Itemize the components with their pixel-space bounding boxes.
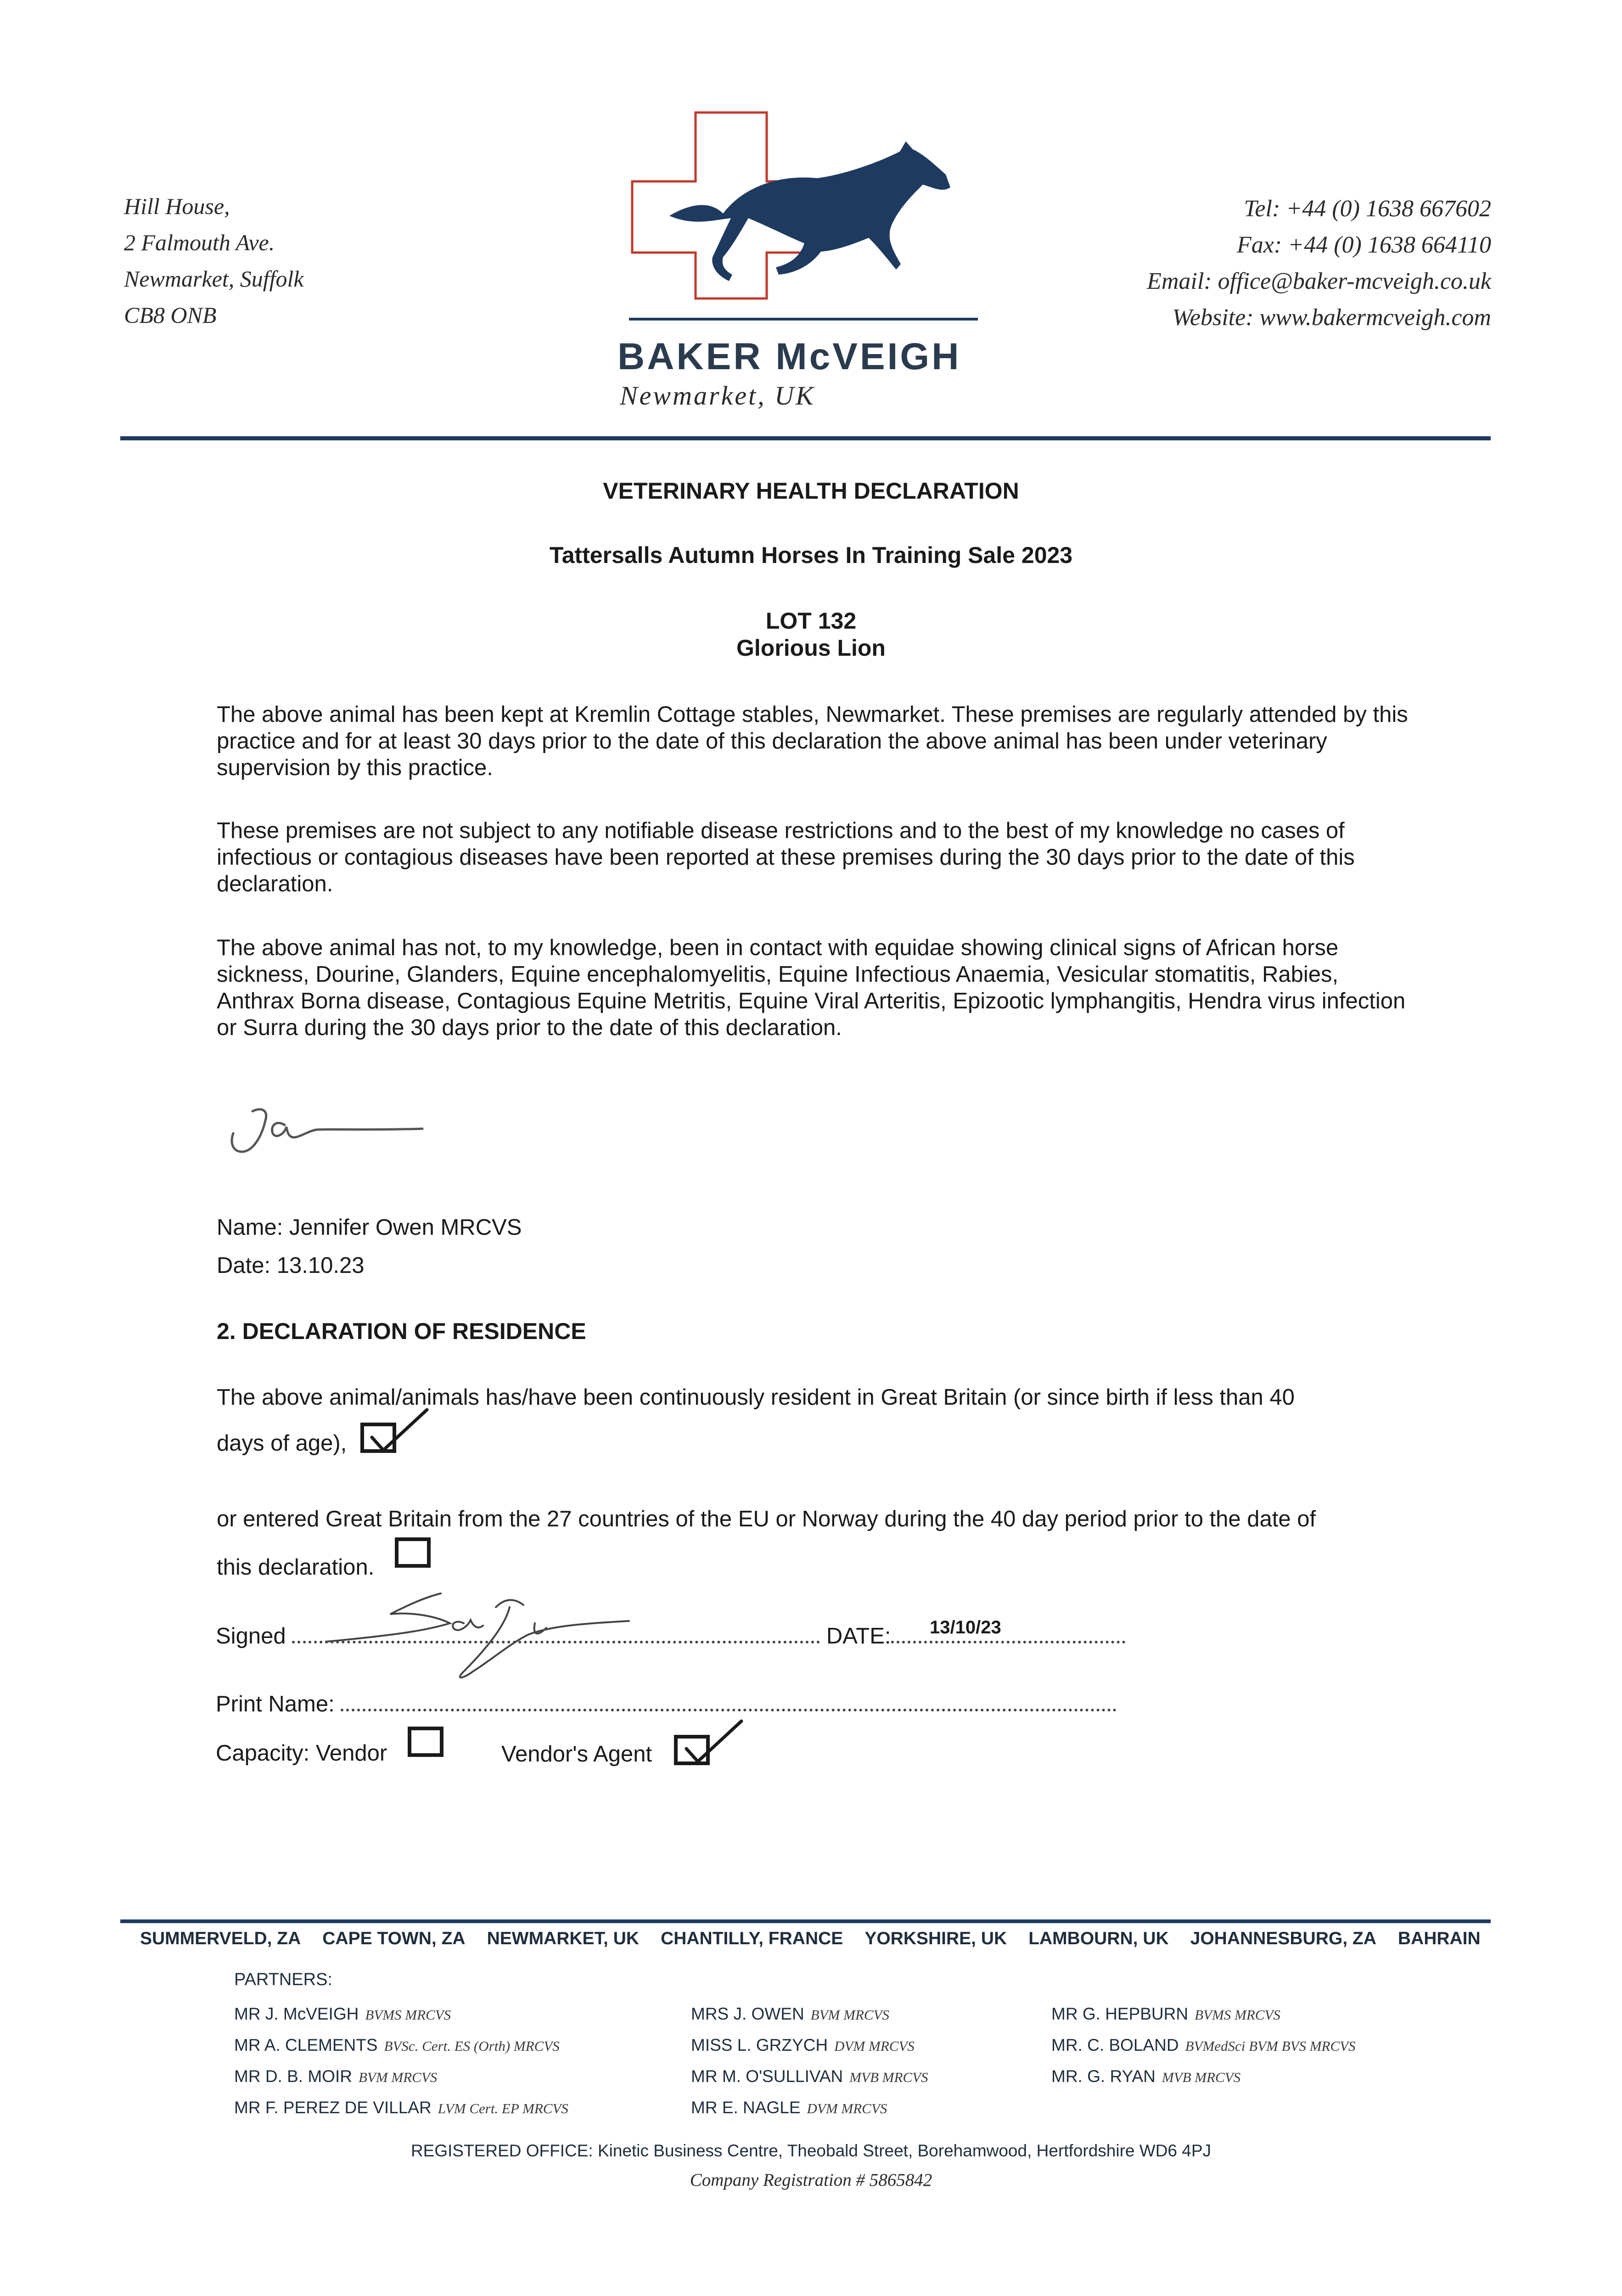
checkmark-icon: [363, 1405, 432, 1460]
address-line: CB8 ONB: [124, 302, 217, 328]
date-field[interactable]: [891, 1639, 1125, 1643]
date-label: DATE:: [826, 1624, 891, 1649]
paragraph-supervision: The above animal has been kept at Kremlin Cottage stables, Newmarket. These premises are regularly attended by this practice and for at least 30 days prior to the date of this declaration the above animal has been under veterinary supervision by this practice.: [217, 702, 1408, 780]
partner-entry: MR. G. RYAN MVB MRCVS: [1051, 2067, 1241, 2086]
address-line: Hill House,: [124, 193, 230, 219]
office-location: NEWMARKET, UK: [487, 1929, 640, 1948]
partner-entry: MRS J. OWEN BVM MRCVS: [691, 2004, 889, 2023]
partner-entry: MR M. O'SULLIVAN MVB MRCVS: [691, 2067, 928, 2086]
resident-statement-end: days of age),: [217, 1431, 347, 1456]
partner-entry: MR J. McVEIGH BVMS MRCVS: [234, 2004, 451, 2023]
vet-name: Name: Jennifer Owen MRCVS: [217, 1215, 522, 1240]
office-location: BAHRAIN: [1398, 1929, 1481, 1948]
address-line: 2 Falmouth Ave.: [124, 230, 275, 255]
paragraph-diseases: The above animal has not, to my knowledge, been in contact with equidae showing clinical signs of African horse sickness, Dourine, Glanders, Equine encephalomyelitis, Equine Infectious Anaemia, Vesicular stomatitis, Rabies, Anthrax Borna disease, Contagious Equine Metritis, Equine Viral Arteritis, Epizootic lymphangitis, Hendra virus infection or Surra during the 30 days prior to the date of this declaration.: [217, 935, 1406, 1040]
entered-checkbox[interactable]: [395, 1537, 431, 1568]
print-name-row: [216, 1691, 1117, 1717]
partner-entry: MR G. HEPBURN BVMS MRCVS: [1051, 2004, 1280, 2023]
header-divider: [120, 436, 1491, 440]
partners-column-3: [1051, 1999, 1356, 2093]
registered-office: REGISTERED OFFICE: Kinetic Business Centre, Theobald Street, Borehamwood, Hertfordshire WD6 4PJ: [410, 2141, 1212, 2160]
horse-silhouette: [669, 141, 950, 281]
website-line: Website: www.bakermcveigh.com: [1172, 304, 1491, 331]
partner-entry: MR. C. BOLAND BVMedSci BVM BVS MRCVS: [1051, 2036, 1356, 2054]
email-line: Email: office@baker-mcveigh.co.uk: [1147, 268, 1491, 294]
office-locations: [140, 1929, 1481, 1949]
partner-entry: MISS L. GRZYCH DVM MRCVS: [691, 2036, 915, 2054]
phone-line: Tel: +44 (0) 1638 667602: [1244, 196, 1491, 222]
resident-statement: The above animal/animals has/have been continuously resident in Great Britain (or since birth if less than 40: [217, 1385, 1295, 1410]
brand-name: BAKER McVEIGH: [617, 336, 961, 377]
section-heading-residence: 2. DECLARATION OF RESIDENCE: [217, 1318, 586, 1344]
document-title: VETERINARY HEALTH DECLARATION: [603, 478, 1019, 504]
address-line: Newmarket, Suffolk: [124, 266, 304, 292]
baker-mcveigh-logo: [629, 106, 978, 344]
print-name-label: Print Name:: [216, 1692, 335, 1716]
sale-name: Tattersalls Autumn Horses In Training Sale 2023: [549, 542, 1073, 568]
company-registration: Company Registration # 5865842: [690, 2170, 932, 2190]
office-location: LAMBOURN, UK: [1028, 1929, 1169, 1948]
print-name-field[interactable]: [341, 1707, 1117, 1711]
fax-line: Fax: +44 (0) 1638 664110: [1236, 232, 1491, 258]
declaration-date: Date: 13.10.23: [217, 1253, 365, 1278]
vet-signature: [225, 1093, 436, 1166]
signed-label: Signed: [216, 1624, 286, 1649]
paragraph-premises: These premises are not subject to any notifiable disease restrictions and to the best of my knowledge no cases of infectious or contagious diseases have been reported at these premises during the 30 days prior to the date of this declaration.: [217, 818, 1355, 896]
partner-entry: MR E. NAGLE DVM MRCVS: [691, 2098, 887, 2117]
agent-signature: [312, 1580, 643, 1694]
logo-underline: [629, 318, 978, 321]
brand-location: Newmarket, UK: [620, 381, 815, 411]
vendors-agent-label: Vendor's Agent: [501, 1742, 652, 1767]
lot-number: LOT 132: [765, 608, 857, 634]
vendor-checkbox[interactable]: [408, 1727, 443, 1757]
capacity-vendor-label: Capacity: Vendor: [216, 1741, 387, 1766]
office-location: YORKSHIRE, UK: [864, 1929, 1007, 1948]
partner-entry: MR A. CLEMENTS BVSc. Cert. ES (Orth) MRCVS: [234, 2036, 560, 2054]
footer-divider: [120, 1919, 1491, 1923]
entered-statement-end: this declaration.: [217, 1555, 375, 1580]
date-value: 13/10/23: [930, 1617, 1001, 1638]
partners-label: PARTNERS:: [234, 1970, 332, 1989]
practice-contacts: [1147, 191, 1491, 336]
partners-column-1: [234, 1999, 568, 2124]
partner-entry: MR F. PEREZ DE VILLAR LVM Cert. EP MRCVS: [234, 2098, 568, 2117]
office-location: JOHANNESBURG, ZA: [1190, 1929, 1376, 1948]
horse-name: Glorious Lion: [736, 635, 886, 661]
partner-entry: MR D. B. MOIR BVM MRCVS: [234, 2067, 438, 2086]
partners-column-2: [691, 1999, 928, 2124]
entered-statement: or entered Great Britain from the 27 countries of the EU or Norway during the 40 day period prior to the date of: [217, 1507, 1316, 1531]
office-location: CAPE TOWN, ZA: [322, 1929, 466, 1948]
checkmark-icon: [677, 1716, 746, 1772]
office-location: SUMMERVELD, ZA: [140, 1929, 301, 1948]
office-location: CHANTILLY, FRANCE: [661, 1929, 843, 1948]
practice-address: [124, 188, 304, 333]
